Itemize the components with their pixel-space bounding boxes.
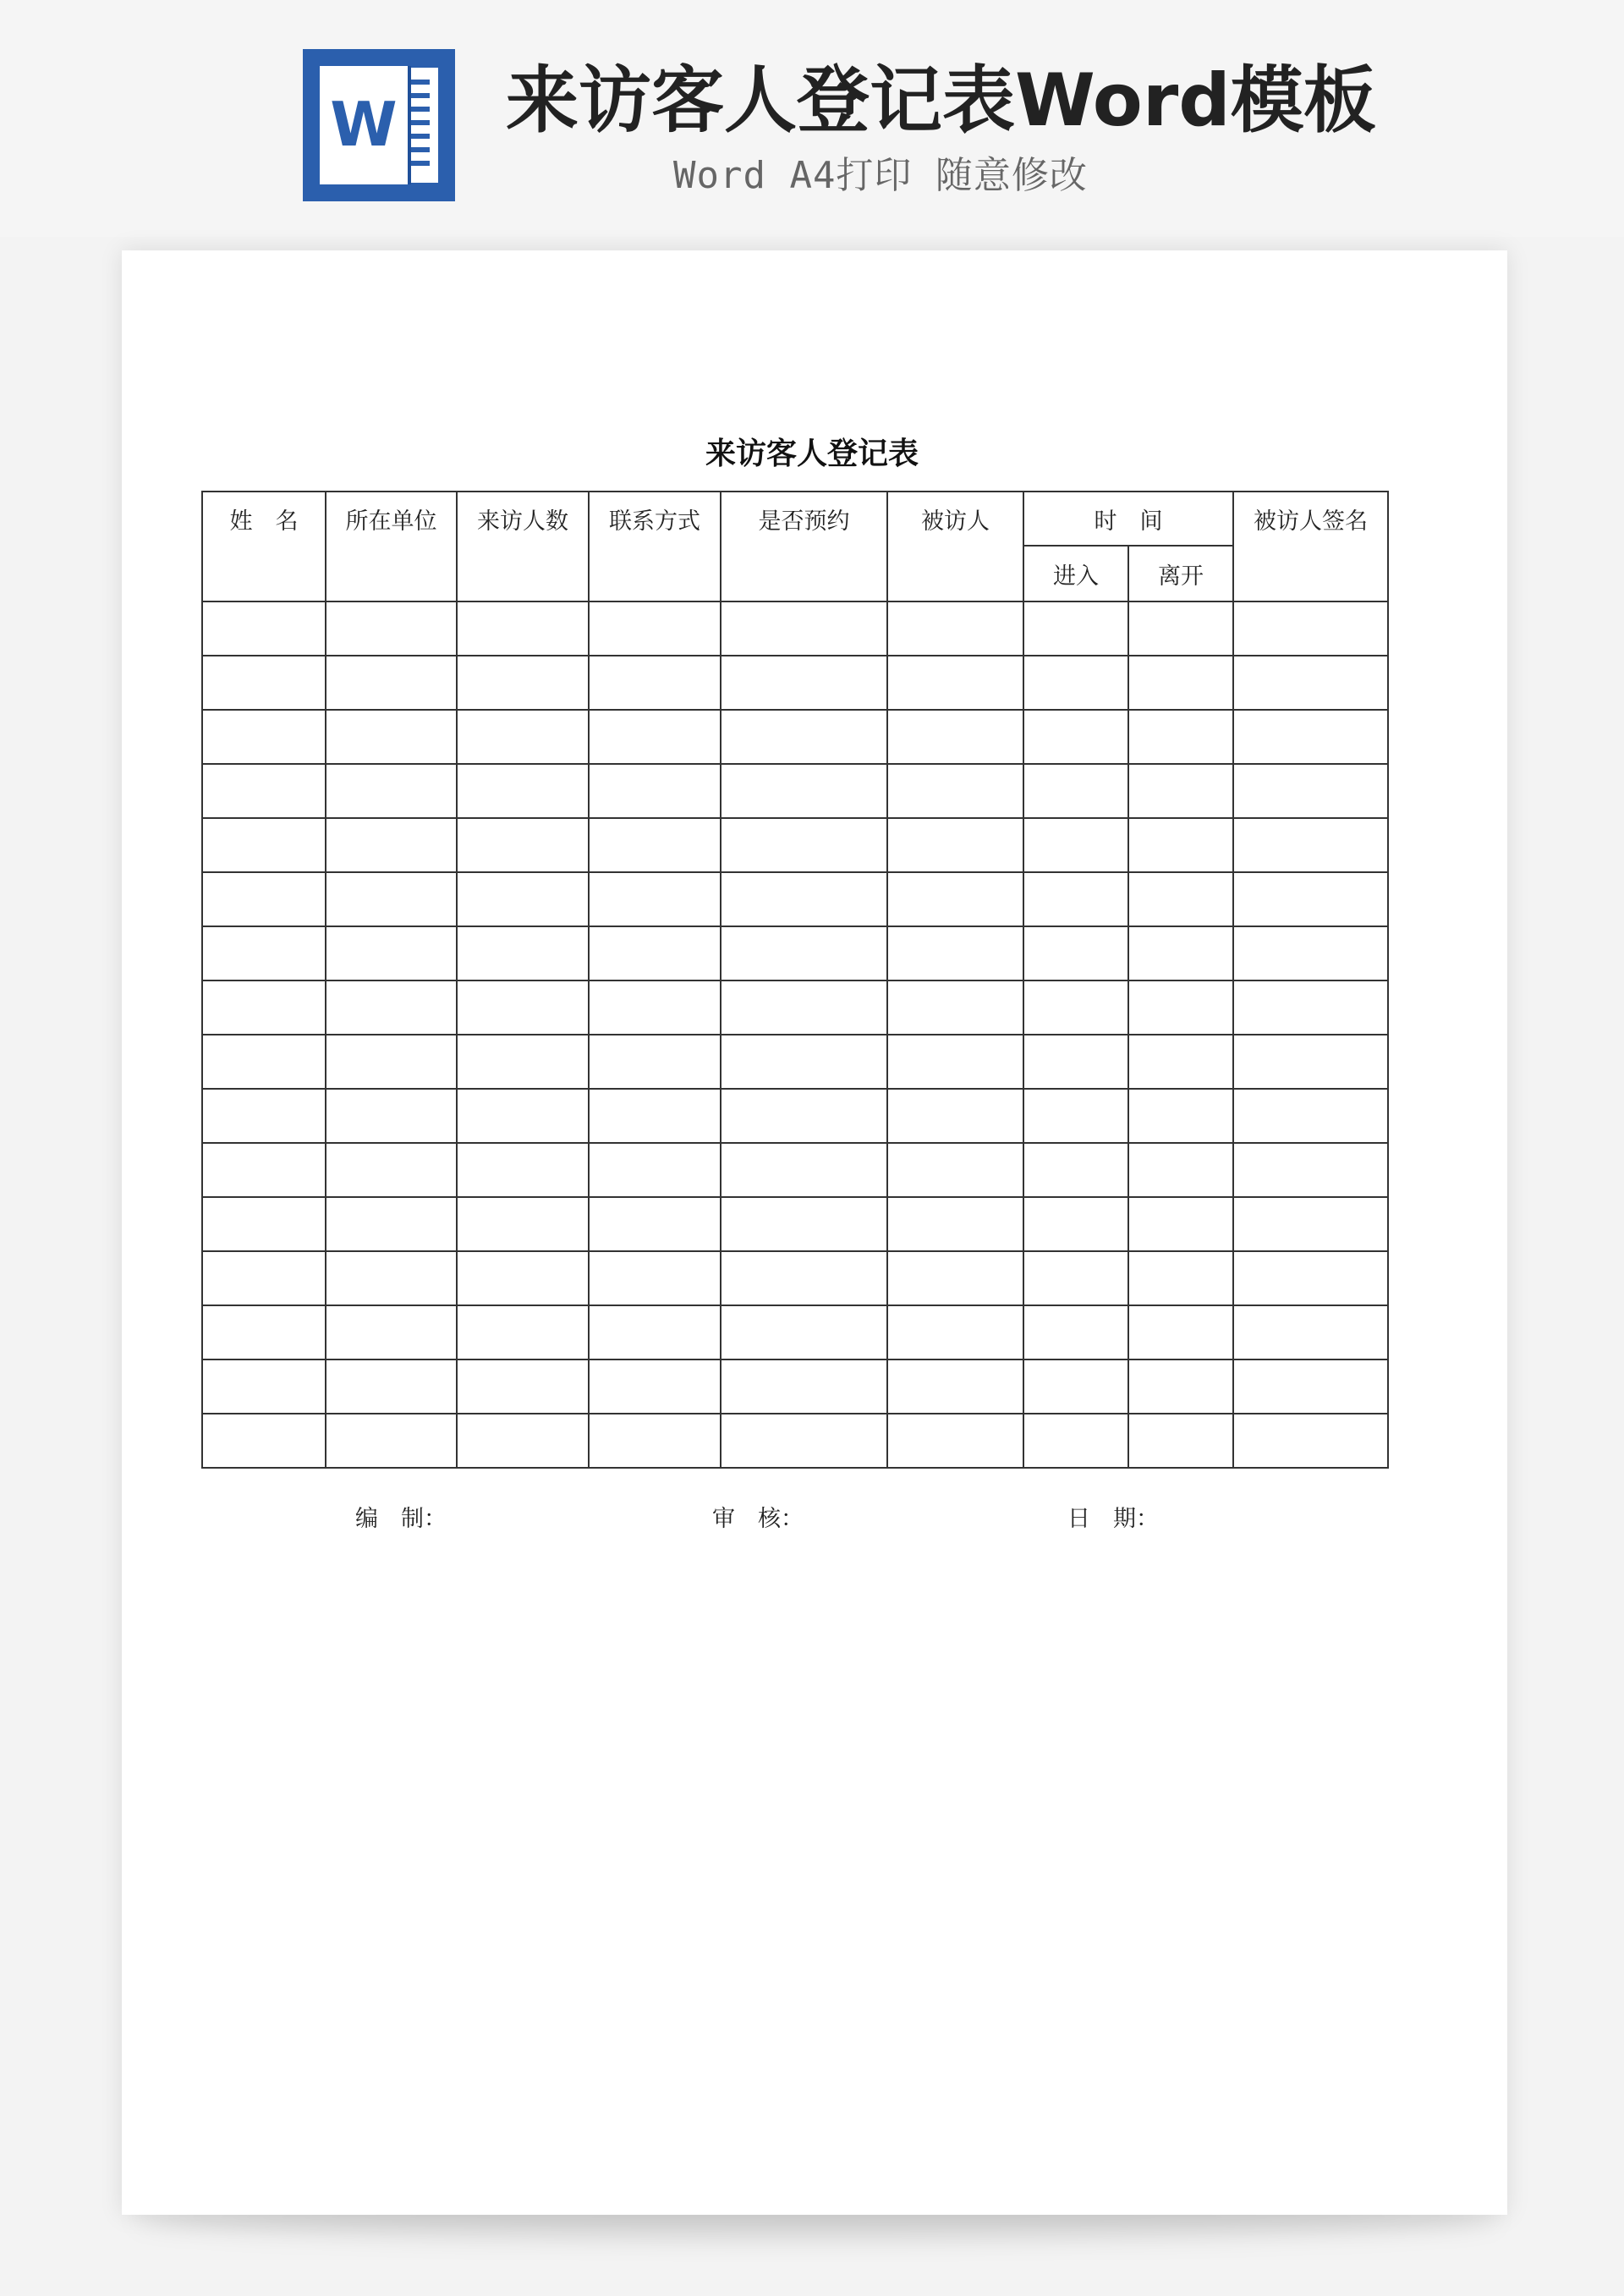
table-cell[interactable]	[721, 1414, 887, 1468]
banner-title: 来访客人登记表Word模板	[506, 58, 1376, 143]
header-time-in: 进入	[1023, 546, 1128, 601]
table-cell[interactable]	[721, 601, 887, 656]
table-cell[interactable]	[326, 1035, 457, 1089]
table-cell[interactable]	[1233, 764, 1388, 818]
table-row	[202, 656, 1388, 710]
table-cell[interactable]	[457, 1197, 589, 1251]
table-cell[interactable]	[326, 1251, 457, 1305]
table-row	[202, 1359, 1388, 1414]
table-cell[interactable]	[1233, 1143, 1388, 1197]
table-row	[202, 1305, 1388, 1359]
table-row	[202, 926, 1388, 980]
table-cell[interactable]	[1023, 601, 1128, 656]
table-cell[interactable]	[887, 601, 1023, 656]
table-cell[interactable]	[1023, 1143, 1128, 1197]
table-cell[interactable]	[887, 1035, 1023, 1089]
table-cell[interactable]	[1023, 980, 1128, 1035]
banner	[0, 0, 1624, 237]
table-row	[202, 1143, 1388, 1197]
table-cell[interactable]	[1128, 980, 1233, 1035]
table-cell[interactable]	[1128, 1359, 1233, 1414]
header-organization: 所在单位	[326, 492, 457, 601]
table-cell[interactable]	[589, 1414, 721, 1468]
table-cell[interactable]	[202, 1089, 326, 1143]
table-cell[interactable]	[589, 656, 721, 710]
table-row	[202, 1251, 1388, 1305]
table-cell[interactable]	[1128, 1035, 1233, 1089]
table-cell[interactable]	[1233, 1359, 1388, 1414]
table-cell[interactable]	[1233, 872, 1388, 926]
table-cell[interactable]	[887, 818, 1023, 872]
table-cell[interactable]	[326, 1197, 457, 1251]
table-cell[interactable]	[1023, 1305, 1128, 1359]
table-cell[interactable]	[721, 1359, 887, 1414]
table-cell[interactable]	[457, 926, 589, 980]
table-cell[interactable]	[1233, 1197, 1388, 1251]
table-cell[interactable]	[1023, 656, 1128, 710]
table-cell[interactable]	[1128, 926, 1233, 980]
table-cell[interactable]	[721, 872, 887, 926]
table-cell[interactable]	[721, 764, 887, 818]
table-cell[interactable]	[589, 818, 721, 872]
table-cell[interactable]	[1233, 656, 1388, 710]
table-cell[interactable]	[202, 1197, 326, 1251]
table-cell[interactable]	[1233, 710, 1388, 764]
table-cell[interactable]	[1233, 1305, 1388, 1359]
table-cell[interactable]	[721, 818, 887, 872]
table-cell[interactable]	[202, 872, 326, 926]
table-cell[interactable]	[326, 872, 457, 926]
table-cell[interactable]	[1023, 710, 1128, 764]
table-row	[202, 980, 1388, 1035]
table-cell[interactable]	[457, 710, 589, 764]
document-title: 来访客人登记表	[705, 436, 919, 471]
table-cell[interactable]	[1023, 1197, 1128, 1251]
table-cell[interactable]	[589, 1089, 721, 1143]
table-cell[interactable]	[721, 1035, 887, 1089]
table-cell[interactable]	[457, 980, 589, 1035]
table-cell[interactable]	[887, 872, 1023, 926]
table-row	[202, 1414, 1388, 1468]
table-cell[interactable]	[1023, 1089, 1128, 1143]
table-cell[interactable]	[589, 710, 721, 764]
table-cell[interactable]	[202, 926, 326, 980]
table-cell[interactable]	[887, 656, 1023, 710]
table-cell[interactable]	[589, 1143, 721, 1197]
table-cell[interactable]	[721, 926, 887, 980]
table-cell[interactable]	[887, 710, 1023, 764]
table-cell[interactable]	[721, 1089, 887, 1143]
table-cell[interactable]	[1023, 818, 1128, 872]
footer-date: 日 期：	[1067, 1506, 1159, 1532]
table-row	[202, 601, 1388, 656]
banner-subtitle: Word A4打印 随意修改	[673, 154, 1088, 197]
table-cell[interactable]	[589, 601, 721, 656]
table-cell[interactable]	[887, 1251, 1023, 1305]
table-cell[interactable]	[326, 764, 457, 818]
table-cell[interactable]	[326, 818, 457, 872]
table-cell[interactable]	[326, 926, 457, 980]
table-cell[interactable]	[457, 1359, 589, 1414]
table-cell[interactable]	[1128, 1414, 1233, 1468]
table-row	[202, 710, 1388, 764]
table-cell[interactable]	[1023, 926, 1128, 980]
table-cell[interactable]	[1233, 1414, 1388, 1468]
word-logo-cover	[320, 66, 408, 184]
table-cell[interactable]	[202, 764, 326, 818]
table-cell[interactable]	[457, 1143, 589, 1197]
table-cell[interactable]	[326, 710, 457, 764]
table-cell[interactable]	[202, 1359, 326, 1414]
table-cell[interactable]	[326, 1414, 457, 1468]
table-cell[interactable]	[326, 1143, 457, 1197]
header-host: 被访人	[887, 492, 1023, 601]
table-cell[interactable]	[202, 601, 326, 656]
table-cell[interactable]	[457, 656, 589, 710]
visitor-register-table	[201, 491, 1389, 1469]
table-cell[interactable]	[887, 1143, 1023, 1197]
table-cell[interactable]	[589, 926, 721, 980]
table-cell[interactable]	[589, 1251, 721, 1305]
table-cell[interactable]	[1233, 601, 1388, 656]
table-cell[interactable]	[457, 1089, 589, 1143]
table-cell[interactable]	[457, 1251, 589, 1305]
table-cell[interactable]	[887, 1197, 1023, 1251]
table-cell[interactable]	[1233, 818, 1388, 872]
table-cell[interactable]	[1128, 1089, 1233, 1143]
table-cell[interactable]	[887, 1305, 1023, 1359]
table-cell[interactable]	[1233, 1035, 1388, 1089]
table-cell[interactable]	[457, 872, 589, 926]
header-host-signature: 被访人签名	[1233, 492, 1388, 601]
table-cell[interactable]	[887, 980, 1023, 1035]
table-cell[interactable]	[202, 1305, 326, 1359]
table-cell[interactable]	[202, 1414, 326, 1468]
table-cell[interactable]	[202, 1251, 326, 1305]
table-cell[interactable]	[202, 1143, 326, 1197]
table-cell[interactable]	[721, 1251, 887, 1305]
table-cell[interactable]	[1128, 1197, 1233, 1251]
table-cell[interactable]	[326, 1359, 457, 1414]
table-cell[interactable]	[1128, 764, 1233, 818]
table-cell[interactable]	[887, 1359, 1023, 1414]
table-cell[interactable]	[721, 1197, 887, 1251]
table-cell[interactable]	[887, 764, 1023, 818]
header-visitor-count: 来访人数	[457, 492, 589, 601]
table-row	[202, 872, 1388, 926]
table-cell[interactable]	[1128, 656, 1233, 710]
table-cell[interactable]	[721, 1143, 887, 1197]
table-cell[interactable]	[326, 1305, 457, 1359]
table-cell[interactable]	[457, 818, 589, 872]
table-cell[interactable]	[1233, 980, 1388, 1035]
table-cell[interactable]	[457, 1035, 589, 1089]
table-cell[interactable]	[721, 980, 887, 1035]
table-cell[interactable]	[1128, 818, 1233, 872]
header-contact: 联系方式	[589, 492, 721, 601]
table-cell[interactable]	[1128, 1143, 1233, 1197]
table-cell[interactable]	[589, 980, 721, 1035]
table-cell[interactable]	[457, 1414, 589, 1468]
table-cell[interactable]	[589, 1035, 721, 1089]
table-cell[interactable]	[887, 926, 1023, 980]
table-cell[interactable]	[887, 1089, 1023, 1143]
table-cell[interactable]	[887, 1414, 1023, 1468]
table-cell[interactable]	[457, 764, 589, 818]
footer-compiler: 编 制：	[355, 1506, 447, 1532]
table-cell[interactable]	[1128, 1251, 1233, 1305]
table-cell[interactable]	[1233, 926, 1388, 980]
table-cell[interactable]	[326, 656, 457, 710]
table-cell[interactable]	[1128, 1305, 1233, 1359]
table-header-row	[202, 492, 1388, 546]
table-row	[202, 1089, 1388, 1143]
header-time: 时 间	[1023, 492, 1233, 546]
table-cell[interactable]	[589, 1305, 721, 1359]
table-cell[interactable]	[589, 1359, 721, 1414]
table-row	[202, 818, 1388, 872]
table-cell[interactable]	[589, 872, 721, 926]
table-cell[interactable]	[1023, 1251, 1128, 1305]
table-cell[interactable]	[1023, 1035, 1128, 1089]
footer-reviewer: 审 核：	[712, 1506, 804, 1532]
table-cell[interactable]	[202, 656, 326, 710]
table-cell[interactable]	[202, 980, 326, 1035]
table-cell[interactable]	[589, 764, 721, 818]
table-cell[interactable]	[721, 1305, 887, 1359]
table-cell[interactable]	[457, 601, 589, 656]
table-cell[interactable]	[1233, 1089, 1388, 1143]
table-cell[interactable]	[202, 1035, 326, 1089]
table-cell[interactable]	[202, 710, 326, 764]
table-cell[interactable]	[326, 980, 457, 1035]
header-time-out: 离开	[1128, 546, 1233, 601]
table-cell[interactable]	[326, 601, 457, 656]
table-cell[interactable]	[1023, 764, 1128, 818]
table-cell[interactable]	[1128, 872, 1233, 926]
table-cell[interactable]	[1023, 872, 1128, 926]
table-cell[interactable]	[457, 1305, 589, 1359]
word-logo-letter: W	[330, 89, 398, 160]
table-cell[interactable]	[589, 1197, 721, 1251]
table-cell[interactable]	[202, 818, 326, 872]
table-cell[interactable]	[1128, 601, 1233, 656]
table-cell[interactable]	[1023, 1414, 1128, 1468]
header-name: 姓 名	[202, 492, 326, 601]
table-row	[202, 764, 1388, 818]
word-logo-icon	[303, 49, 455, 201]
table-cell[interactable]	[1128, 710, 1233, 764]
table-cell[interactable]	[721, 710, 887, 764]
table-cell[interactable]	[1023, 1359, 1128, 1414]
table-row	[202, 1197, 1388, 1251]
table-row	[202, 1035, 1388, 1089]
table-cell[interactable]	[721, 656, 887, 710]
table-cell[interactable]	[326, 1089, 457, 1143]
table-cell[interactable]	[1233, 1251, 1388, 1305]
header-appointment: 是否预约	[721, 492, 887, 601]
